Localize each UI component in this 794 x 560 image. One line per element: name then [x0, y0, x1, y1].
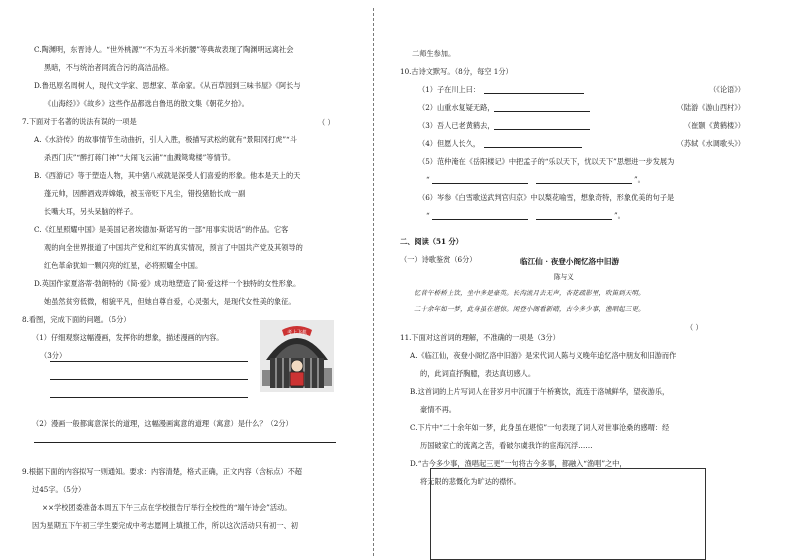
left-text-line: D.英国作家夏洛蒂·勃朗特的《简·爱》成功地塑造了简·爱这样一个独特的女性形象。	[34, 279, 301, 288]
right-text-line: C.下片中“二十余年如一梦，此身虽在堪惊”一句表现了词人对世事沧桑的感喟：经	[410, 423, 670, 432]
right-text-line: （一）诗歌鉴赏（6分）	[400, 255, 477, 264]
column-divider	[373, 8, 374, 556]
right-text-line: B.这首词的上片写词人在昔岁月中沉湎于午桥赛饮，流连于洛城鲜华，望夜游乐，	[410, 387, 670, 396]
left-text-line: 7.下面对于名著的说法有误的一项是	[22, 117, 137, 126]
left-text-line: 蓬元帅，因醉酒戏弄嫦娥，被玉帝贬下凡尘，错投猪胎长成一副	[44, 189, 246, 198]
left-text-line: C.《红星照耀中国》是美国记者埃德加·斯诺写的一部“用事实说话”的作品。它客	[34, 225, 289, 234]
right-text-line: 豪情不再。	[420, 405, 456, 414]
q8-1-answer-line-1[interactable]	[50, 361, 248, 362]
q10-6-blank-a[interactable]	[432, 219, 528, 220]
q8-1-answer-line-3[interactable]	[50, 397, 248, 398]
left-text-line: C.陶渊明，东晋诗人。“世外桃源”“不为五斗米折腰”等典故表现了陶渊明远离社会	[34, 45, 294, 54]
poem-source-citation: （苏轼《水调歌头》）	[676, 139, 745, 148]
q10-5-blank-b[interactable]	[536, 183, 632, 184]
q9-answer-box[interactable]	[430, 468, 706, 560]
left-text-line: 《山海经》》《故乡》这些作品都选自鲁迅的散文集《朝花夕拾》。	[44, 99, 249, 108]
right-text-line: （2）山重水复疑无路，	[418, 103, 495, 112]
right-text-line: “	[426, 175, 430, 184]
left-text-line: （2）漫画一般都寓意深长的道理，这幅漫画寓意的道理（寓意）是什么？（2分）	[32, 419, 293, 428]
cartoon-illustration	[260, 320, 334, 392]
q10-5-blank-a[interactable]	[432, 183, 528, 184]
q10-4-blank[interactable]	[484, 147, 582, 148]
left-text-line: D.鲁迅原名周树人，现代文学家、思想家、革命家。《从百草园到三味书屋》《阿长与	[34, 81, 301, 90]
poem-source-citation: （崔颢《黄鹤楼》）	[683, 121, 745, 130]
left-text-line: 因为星期五下午初三学生要完成中考志愿网上填报工作，所以这次活动只有初一、初	[32, 521, 298, 530]
q11-answer-paren[interactable]: （ ）	[686, 323, 703, 332]
right-text-line: 二、阅读（51 分）	[400, 237, 463, 246]
left-text-line: 长嘴大耳，另头呆脑的样子。	[44, 207, 138, 216]
left-text-line: A.《水浒传》的故事情节生动曲折，引人入胜，极描写武松的就有“景阳冈打虎”“斗	[34, 135, 297, 144]
left-text-line: 杀西门庆”“醉打蒋门神”“大闹飞云浦”“血溅鸳鸯楼”等情节。	[44, 153, 236, 162]
right-text-line: 11.下面对这首词的理解，不准确的一项是（3分）	[400, 333, 560, 342]
q7-answer-paren[interactable]: （ ）	[318, 118, 335, 127]
right-text-line: （5）范仲淹在《岳阳楼记》中把孟子的“乐以天下，忧以天下”思想进一步发展为	[418, 157, 675, 166]
left-text-line: 她虽然贫穷低微，相貌平凡，但她自尊自爱，心灵强大，是现代女性美的象征。	[44, 297, 296, 306]
q10-6-blank-b[interactable]	[536, 219, 612, 220]
right-text-line: （6）岑参《白雪歌送武判官归京》中以梨花喻雪，想象奇特，形象优美的句子是	[418, 193, 675, 202]
q8-1-answer-line-2[interactable]	[50, 379, 248, 380]
right-text-line: “	[426, 211, 430, 220]
right-text-line: 将无限的悲慨化为旷达的襟怀。	[420, 477, 521, 486]
q10-3-blank[interactable]	[494, 129, 590, 130]
left-text-line: 9.根据下面的内容拟写一则通知。要求：内容清楚，格式正确，正文内容（含标点）不超	[22, 467, 302, 476]
left-text-line: 过45字。（5分）	[32, 485, 86, 494]
left-text-line: 红色革命犹如一颗闪亮的红星，必将照耀全中国。	[44, 261, 203, 270]
left-text-line: ××学校团委准备本周五下午三点在学校报告厅举行全校性的“端午诗会”活动。	[42, 503, 292, 512]
left-text-line: 观的向全世界报道了中国共产党和红军的真实情况，预言了中国共产党及其领导的	[44, 243, 303, 252]
left-text-line: （3分）	[40, 351, 67, 360]
right-text-line: （4）但愿人长久，	[418, 139, 481, 148]
poem-author: 陈与义	[554, 273, 574, 281]
q10-2-blank[interactable]	[494, 111, 590, 112]
poem-source-citation: （陆游《游山西村》）	[676, 103, 745, 112]
poem-line-2: 二十余年如一梦，此身虽在堪惊。闲登小阁看新晴，古今多少事，渔唱起三更。	[414, 305, 645, 313]
q10-1-blank[interactable]	[484, 93, 584, 94]
poem-source-citation: （《论语》）	[709, 85, 745, 94]
right-text-line: （1）子在川上曰：	[418, 85, 481, 94]
q8-2-answer-line-1[interactable]	[34, 442, 336, 443]
right-text-line: A.《临江仙，夜登小阁忆洛中旧游》是宋代词人陈与义晚年追忆洛中朋友和旧游而作	[410, 351, 677, 360]
left-text-line: （1）仔细观察这幅漫画，发挥你的想象，描述漫画的内容。	[32, 333, 224, 342]
cartoon-banner: 考上飞机	[286, 330, 308, 336]
right-text-line: 二师生参加。	[412, 49, 456, 58]
right-text-line: 的，此词直抒胸臆，表达真切感人。	[420, 369, 536, 378]
right-text-line: （3）吾人已老黄鹤去，	[418, 121, 495, 130]
right-text-line: 历国破家亡的流离之苦，看破尔虞我诈的宦海沉浮……	[420, 441, 593, 450]
left-text-line: 8.看图，完成下面的问题。（5分）	[22, 315, 131, 324]
poem-line-1: 忆昔午桥桥上饮，坐中多是豪英。长沟流月去无声，杏花疏影里，吹笛到天明。	[414, 289, 645, 297]
poem-title: 临江仙 · 夜登小阁忆洛中旧游	[520, 257, 620, 266]
left-text-line: B.《西游记》等于塑造人物，其中猪八戒就是深受人们喜爱的形象。他本是天上的天	[34, 171, 301, 180]
q10-5-end: ”。	[634, 175, 645, 184]
right-text-line: 10.古诗文默写。（8分，每空 1分）	[400, 67, 513, 76]
q10-6-end: ”。	[614, 211, 625, 220]
right-text-line: D.“古今多少事，渔唱起三更”一句将古今多事，都融入“渔唱”之中，	[410, 459, 627, 468]
left-text-line: 黑暗，不与统治者同流合污的高洁品格。	[44, 63, 174, 72]
